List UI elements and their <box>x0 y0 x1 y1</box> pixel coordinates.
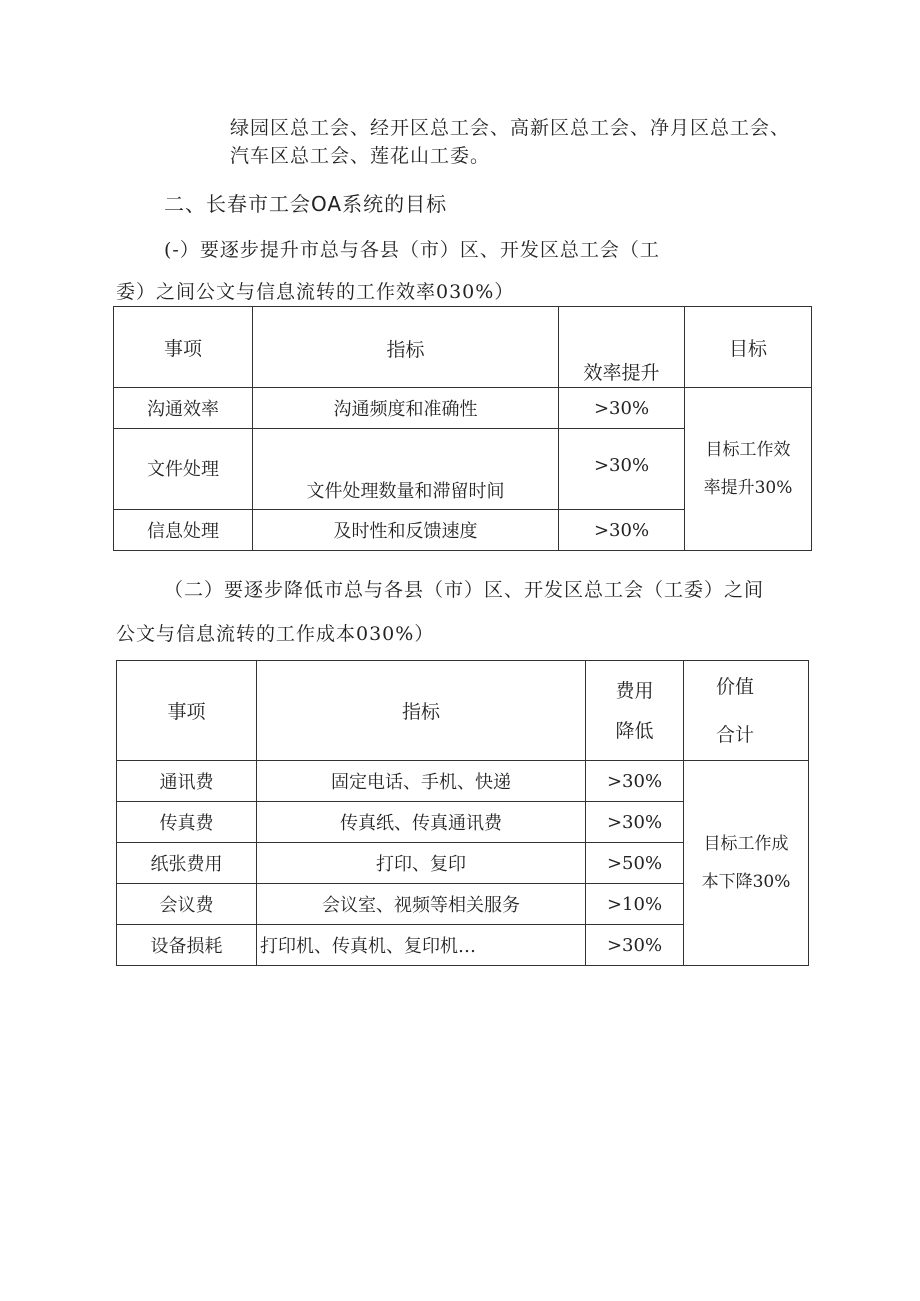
header-metric-line-2: 降低 <box>615 719 654 742</box>
row-item: 通讯费 <box>117 761 257 802</box>
row-item: 会议费 <box>117 884 257 925</box>
row-indicator: 打印机、传真机、复印机… <box>257 925 586 966</box>
row-value: >30% <box>559 429 685 510</box>
intro-line-1: 绿园区总工会、经开区总工会、高新区总工会、净月区总工会、 <box>230 117 791 139</box>
row-item: 纸张费用 <box>117 843 257 884</box>
row-indicator: 文件处理数量和滞留时间 <box>253 429 559 510</box>
target-line-1: 目标工作成 <box>703 834 789 854</box>
sub2-line-1: （二）要逐步降低市总与各县（市）区、开发区总工会（工委）之间 <box>164 579 765 601</box>
sub1-line-1: (-）要逐步提升市总与各县（市）区、开发区总工会（工 <box>164 239 660 261</box>
row-value: >10% <box>586 884 684 925</box>
header-value-line-1: 价值 <box>716 675 755 698</box>
row-item: 沟通效率 <box>114 388 253 429</box>
row-value: >50% <box>586 843 684 884</box>
row-value: >30% <box>559 388 685 429</box>
header-metric-line-1: 费用 <box>615 679 654 702</box>
efficiency-table <box>113 306 812 551</box>
sub2-line-2: 公文与信息流转的工作成本030%） <box>116 623 435 645</box>
row-item: 传真费 <box>117 802 257 843</box>
row-indicator: 固定电话、手机、快递 <box>257 761 586 802</box>
table-row <box>114 388 812 429</box>
header-item: 事项 <box>117 661 257 761</box>
sub1-line-2: 委）之间公文与信息流转的工作效率030%） <box>116 281 515 303</box>
target-cell <box>685 388 812 551</box>
header-indicator: 指标 <box>253 307 559 388</box>
row-value: >30% <box>586 802 684 843</box>
header-metric <box>586 661 684 761</box>
header-value <box>684 661 809 761</box>
row-value: >30% <box>586 925 684 966</box>
row-indicator: 打印、复印 <box>257 843 586 884</box>
target-line-2: 率提升30% <box>703 478 793 498</box>
row-indicator: 沟通频度和准确性 <box>253 388 559 429</box>
row-indicator: 会议室、视频等相关服务 <box>257 884 586 925</box>
row-item: 设备损耗 <box>117 925 257 966</box>
row-value: >30% <box>559 510 685 551</box>
header-indicator: 指标 <box>257 661 586 761</box>
row-value: >30% <box>586 761 684 802</box>
row-item: 信息处理 <box>114 510 253 551</box>
section-heading: 二、长春市工会OA系统的目标 <box>164 192 448 216</box>
row-item: 文件处理 <box>114 429 253 510</box>
intro-line-2: 汽车区总工会、莲花山工委。 <box>230 145 491 167</box>
header-item: 事项 <box>114 307 253 388</box>
row-indicator: 传真纸、传真通讯费 <box>257 802 586 843</box>
cost-table <box>116 660 809 966</box>
header-value-line-2: 合计 <box>716 723 755 746</box>
header-target: 目标 <box>685 307 812 388</box>
header-metric: 效率提升 <box>559 307 685 388</box>
table-row <box>117 761 809 802</box>
target-cell <box>684 761 809 966</box>
target-line-1: 目标工作效 <box>705 440 791 460</box>
target-line-2: 本下降30% <box>701 872 791 892</box>
row-indicator: 及时性和反馈速度 <box>253 510 559 551</box>
